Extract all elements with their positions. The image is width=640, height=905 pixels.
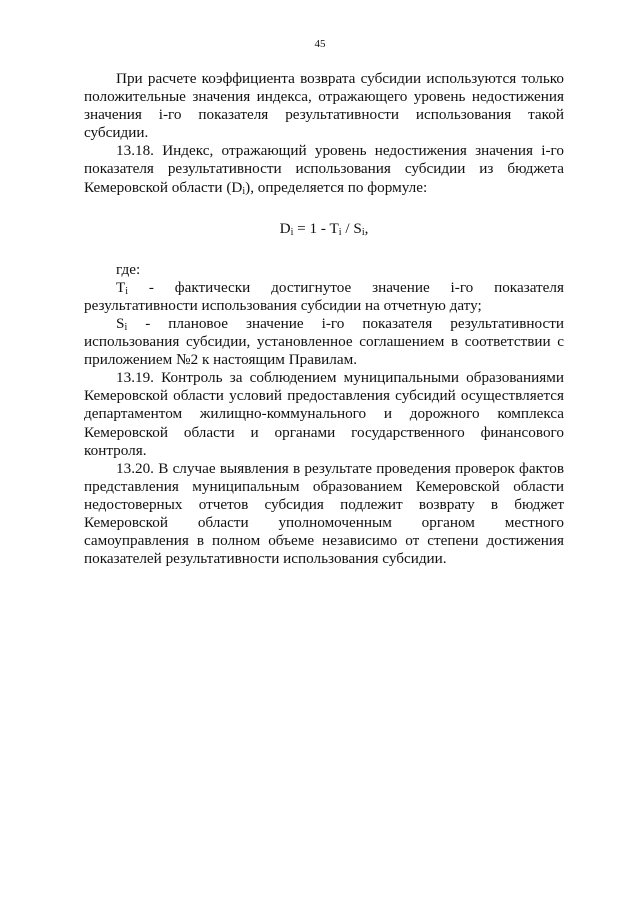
symbol-t: T	[116, 278, 126, 296]
formula	[84, 220, 564, 238]
paragraph-13-19: 13.19. Контроль за соблюдением муниципальными образованиями Кемеровской области условий предоставления субсидий осуществляется департаментом жилищно-коммунального и дорожного комплекса Кемеровской области и органами государственного финансового контроля.	[84, 369, 564, 459]
document-body	[84, 70, 564, 568]
formula-d: D	[279, 219, 291, 237]
paragraph-13-18	[84, 142, 564, 196]
paragraph-13-18-end: ), определяется по формуле:	[245, 178, 428, 196]
subscript-i: i	[242, 185, 246, 197]
paragraph-13-18-text: 13.18. Индекс, отражающий уровень недостижения значения i-го показателя результативности использования субсидии из бюджета Кемеровской области (D	[84, 142, 564, 196]
definition-s-text: - плановое значение i-го показателя результативности использования субсидии, установленное соглашением в соответствии с приложением №2 к настоящим Правилам.	[84, 314, 564, 369]
paragraph-13-20: 13.20. В случае выявления в результате проведения проверок фактов представления муниципальным образованием Кемеровской области недостоверных отчетов субсидия подлежит возврату в бюджет Кемеровской области уполномоченным органом местного самоуправления в полном объеме независимо от степени достижения показателей результативности использования субсидии.	[84, 459, 564, 568]
formula-comma: ,	[364, 219, 369, 237]
formula-s-sub: i	[361, 226, 365, 238]
page-number: 45	[314, 38, 326, 50]
formula-d-sub: i	[290, 226, 294, 238]
symbol-t-sub: i	[125, 285, 129, 297]
symbol-s: S	[116, 314, 125, 332]
formula-s: / S	[341, 219, 362, 237]
where-label: где:	[116, 260, 141, 278]
paragraph-coefficient-note: При расчете коэффициента возврата субсидии используются только положительные значения индекса, отражающего уровень недостижения значения i-го показателя результативности использования такой субсидии.	[84, 70, 564, 142]
formula-t-sub: i	[338, 226, 342, 238]
definition-t	[84, 279, 564, 315]
definition-s	[84, 315, 564, 369]
symbol-s-sub: i	[124, 321, 128, 333]
formula-t: = 1 - T	[293, 219, 339, 237]
definition-t-text: - фактически достигнутое значение i-го показателя результативности использования субсидии на отчетную дату;	[84, 278, 564, 314]
